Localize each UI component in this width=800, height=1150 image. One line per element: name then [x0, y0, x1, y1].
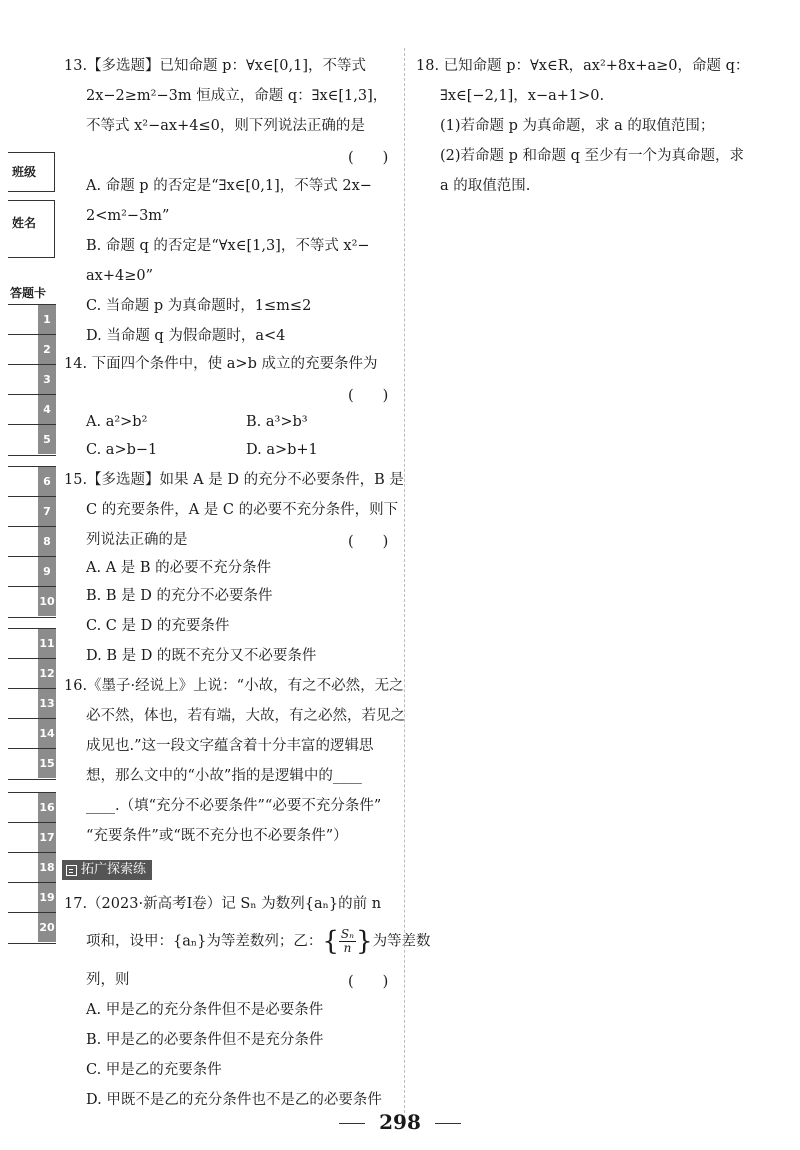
answer-group-2 [8, 466, 56, 618]
answer-row [8, 793, 56, 823]
q15-answer-bracket: ( ) [348, 534, 389, 550]
q15-option-a: A. A 是 B 的必要不充分条件 [86, 560, 272, 576]
q16-stem-line-6: “充要条件”或“既不充分也不必要条件”） [86, 828, 348, 844]
answer-row [8, 883, 56, 913]
q17-stem-line-1: 17.（2023·新高考Ⅰ卷）记 Sₙ 为数列{aₙ}的前 n [64, 896, 382, 912]
answer-number: 10 [38, 587, 56, 616]
answer-row [8, 823, 56, 853]
answer-number: 19 [38, 883, 56, 912]
answer-number: 9 [38, 557, 56, 586]
q13-stem-line-3: 不等式 x²−ax+4≤0，则下列说法正确的是 [86, 118, 365, 134]
q14-answer-bracket: ( ) [348, 388, 389, 404]
answer-row [8, 527, 56, 557]
q15-stem-line-1: 15.【多选题】如果 A 是 D 的充分不必要条件，B 是 [64, 472, 404, 488]
answer-group-1 [8, 304, 56, 456]
answer-number: 20 [38, 913, 56, 942]
answer-row [8, 497, 56, 527]
answer-row [8, 659, 56, 689]
answer-row [8, 587, 56, 617]
q14-option-c: C. a>b−1 [86, 442, 158, 458]
answer-number: 3 [38, 365, 56, 394]
name-label: 姓名 [12, 216, 37, 230]
q17-option-d: D. 甲既不是乙的充分条件也不是乙的必要条件 [86, 1092, 382, 1108]
q15-stem-line-3: 列说法正确的是 [86, 532, 188, 548]
q17-stem-line-2-start: 项和，设甲：{aₙ}为等差数列；乙： [86, 933, 323, 950]
q18-part-1: (1)若命题 p 为真命题，求 a 的取值范围； [440, 118, 715, 134]
answer-row [8, 305, 56, 335]
q13-option-b-line-1: B. 命题 q 的否定是“∀x∈[1,3]，不等式 x²− [86, 238, 370, 254]
answer-number: 17 [38, 823, 56, 852]
column-divider [404, 48, 405, 1118]
answer-row [8, 395, 56, 425]
q17-option-b: B. 甲是乙的必要条件但不是充分条件 [86, 1032, 324, 1048]
q18-stem-line-1: 18. 已知命题 p：∀x∈R，ax²+8x+a≥0，命题 q： [416, 58, 750, 74]
right-brace: } [356, 926, 373, 957]
fraction-numerator: Sₙ [340, 927, 355, 941]
q16-stem-line-5: ____.（填“充分不必要条件”“必要不充分条件” [86, 798, 382, 814]
q13-option-a-line-1: A. 命题 p 的否定是“∃x∈[0,1]，不等式 2x− [86, 178, 372, 194]
answer-group-4 [8, 792, 56, 944]
answer-row [8, 719, 56, 749]
answer-number: 12 [38, 659, 56, 688]
answer-number: 15 [38, 749, 56, 778]
page-number: 298 [379, 1110, 421, 1134]
answer-row [8, 689, 56, 719]
answer-row [8, 749, 56, 779]
answer-row [8, 335, 56, 365]
answer-number: 14 [38, 719, 56, 748]
answer-number: 13 [38, 689, 56, 718]
q17-option-c: C. 甲是乙的充要条件 [86, 1062, 222, 1078]
answer-row [8, 425, 56, 455]
notepad-icon [66, 865, 77, 876]
answer-row [8, 853, 56, 883]
left-brace: { [322, 926, 339, 957]
answer-number: 2 [38, 335, 56, 364]
q13-option-a-line-2: 2<m²−3m” [86, 208, 170, 224]
q13-stem-line-1: 13.【多选题】已知命题 p：∀x∈[0,1]，不等式 [64, 58, 366, 74]
q14-option-b: B. a³>b³ [246, 414, 308, 430]
answer-row [8, 629, 56, 659]
q16-stem-line-2: 必不然，体也，若有端，大故，有之必然，若见之 [86, 708, 405, 724]
q17-stem-line-2-end: 为等差数 [372, 933, 431, 950]
sn-over-n-fraction [339, 928, 356, 955]
answer-number: 7 [38, 497, 56, 526]
q16-stem-line-3: 成见也.”这一段文字蕴含着十分丰富的逻辑思 [86, 738, 374, 754]
q13-option-c: C. 当命题 p 为真命题时，1≤m≤2 [86, 298, 312, 314]
page-number-footer [0, 1110, 800, 1134]
q14-option-a: A. a²>b² [86, 414, 148, 430]
answer-number: 5 [38, 425, 56, 454]
q15-stem-line-2: C 的充要条件，A 是 C 的必要不充分条件，则下 [86, 502, 399, 518]
answer-number: 11 [38, 629, 56, 658]
answer-card-label: 答题卡 [10, 286, 47, 300]
q15-option-d: D. B 是 D 的既不充分又不必要条件 [86, 648, 317, 664]
answer-number: 4 [38, 395, 56, 424]
q13-answer-bracket: ( ) [348, 150, 389, 166]
q15-option-b: B. B 是 D 的充分不必要条件 [86, 588, 273, 604]
answer-row [8, 467, 56, 497]
answer-row [8, 557, 56, 587]
answer-group-3 [8, 628, 56, 780]
q16-stem-line-1: 16.《墨子·经说上》上说：“小故，有之不必然，无之 [64, 678, 404, 694]
q17-stem-line-2 [86, 928, 431, 955]
answer-number: 16 [38, 793, 56, 822]
q14-stem: 14. 下面四个条件中，使 a>b 成立的充要条件为 [64, 356, 378, 372]
q14-option-d: D. a>b+1 [246, 442, 318, 458]
q18-stem-line-2: ∃x∈[−2,1]，x−a+1>0. [440, 88, 605, 104]
answer-number: 6 [38, 467, 56, 496]
fraction-denominator: n [343, 941, 352, 955]
class-label: 班级 [12, 165, 37, 179]
answer-number: 18 [38, 853, 56, 882]
section-title: 拓广探索练 [81, 862, 147, 877]
q13-option-d: D. 当命题 q 为假命题时，a<4 [86, 328, 286, 344]
q16-stem-line-4: 想，那么文中的“小故”指的是逻辑中的____ [86, 768, 362, 784]
q18-part-2-line-1: (2)若命题 p 和命题 q 至少有一个为真命题，求 [440, 148, 745, 164]
section-header-badge [62, 860, 152, 880]
q17-answer-bracket: ( ) [348, 974, 389, 990]
footer-dash-right [435, 1123, 461, 1124]
q13-option-b-line-2: ax+4≥0” [86, 268, 153, 284]
q17-stem-line-3: 列，则 [86, 972, 130, 988]
q13-stem-line-2: 2x−2≥m²−3m 恒成立，命题 q：∃x∈[1,3]， [86, 88, 388, 104]
answer-number: 8 [38, 527, 56, 556]
answer-number: 1 [38, 305, 56, 334]
q15-option-c: C. C 是 D 的充要条件 [86, 618, 230, 634]
q18-part-2-line-2: a 的取值范围. [440, 178, 531, 194]
footer-dash-left [339, 1123, 365, 1124]
q17-option-a: A. 甲是乙的充分条件但不是必要条件 [86, 1002, 324, 1018]
answer-row [8, 913, 56, 943]
answer-row [8, 365, 56, 395]
